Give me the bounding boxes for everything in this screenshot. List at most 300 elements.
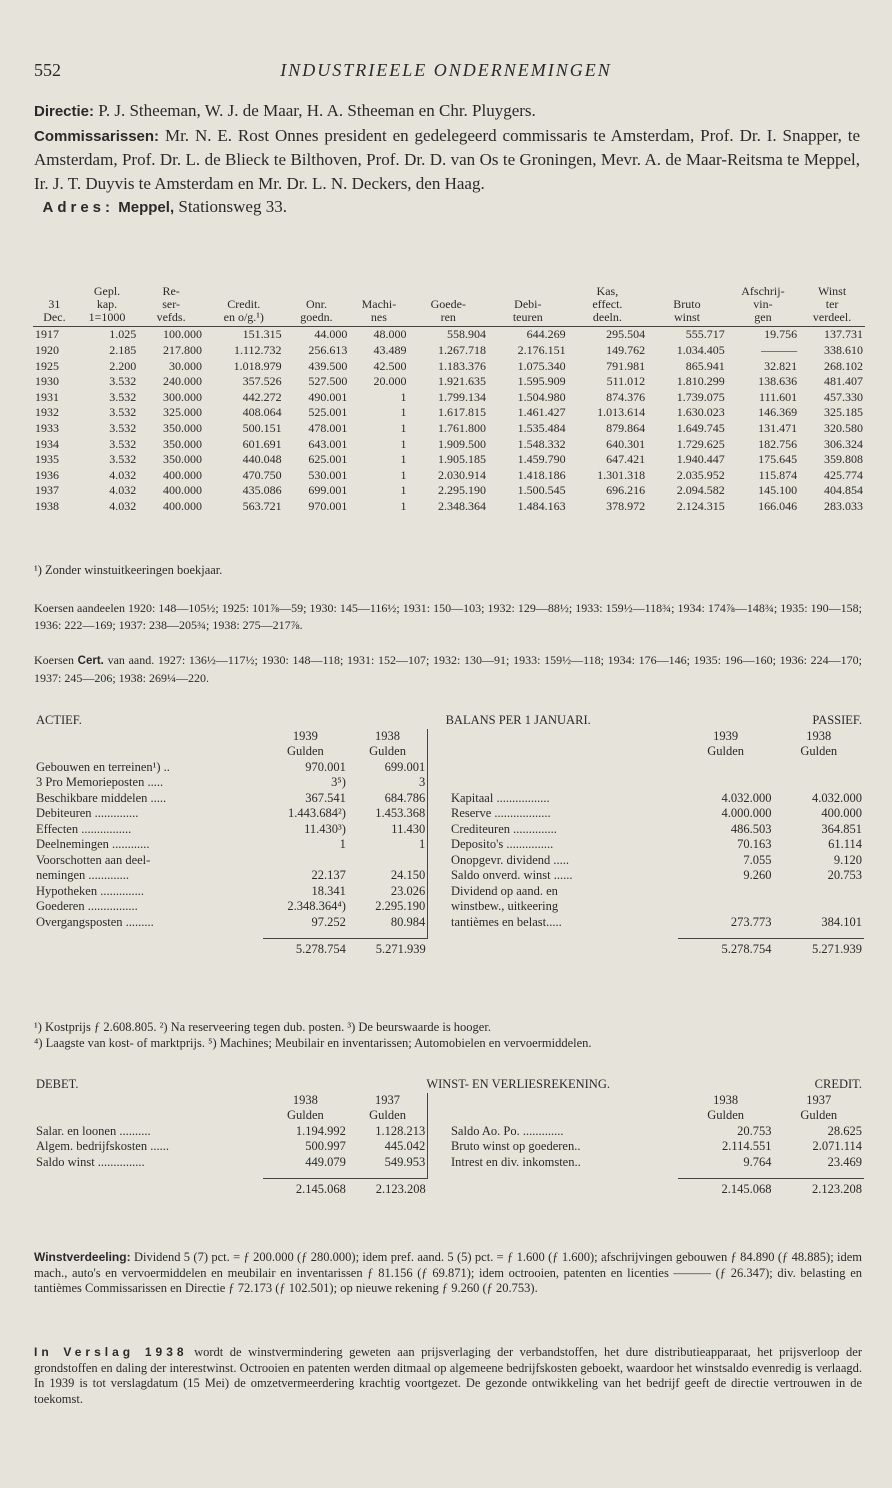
balans-row bbox=[34, 915, 864, 931]
history-year-cell: 1937 bbox=[35, 483, 59, 498]
history-value-cell: 647.421 bbox=[606, 452, 646, 467]
debet-label: Salar. en loonen .......... bbox=[36, 1123, 151, 1138]
history-header-cell: Gepl. bbox=[93, 284, 121, 298]
balans-note: ⁴) Laagste van kost- of marktprijs. ⁵) Machines; Meubilair en inventarissen; Automobielen en vervoermiddelen. bbox=[34, 1035, 592, 1050]
history-header-cell: 1=1000 bbox=[76, 311, 138, 327]
history-value-cell: 4.032 bbox=[109, 498, 137, 513]
actief-value: 1 bbox=[418, 837, 426, 851]
history-value-cell: 30.000 bbox=[169, 358, 202, 373]
verslag-paragraph bbox=[34, 1345, 862, 1407]
passief-value: 4.000.000 bbox=[721, 806, 772, 820]
year-label: 1938 bbox=[375, 728, 401, 743]
history-value-cell: 268.102 bbox=[824, 358, 863, 373]
history-value-cell: 1.075.340 bbox=[517, 358, 566, 373]
history-value-cell: 350.000 bbox=[163, 452, 202, 467]
history-value-cell: 970.001 bbox=[308, 498, 348, 513]
adres-street: Stationsweg 33. bbox=[178, 197, 287, 217]
history-value-cell: 320.580 bbox=[824, 420, 863, 435]
history-value-cell: ——— bbox=[761, 342, 798, 357]
balans-row bbox=[34, 837, 864, 853]
history-value-cell: 400.000 bbox=[163, 467, 202, 482]
history-value-cell: 1 bbox=[400, 452, 407, 467]
commissarissen-text: Mr. N. E. Rost Onnes president en gedelegeerd commissaris te Amsterdam, Prof. Dr. I. Snapper, te Amsterdam, Prof. Dr. L. de Blieck te Bilthoven, Prof. Dr. D. van Os te Groningen, Mevr. A. de Maar-Reitsma te Meppel, Ir. J. T. Duyvis te Amsterdam en Mr. Dr. L. N. Deckers, den Haag. bbox=[34, 125, 860, 193]
balans-notes bbox=[34, 1020, 862, 1051]
actief-label: Beschikbare middelen ..... bbox=[36, 790, 167, 805]
history-value-cell: 306.324 bbox=[824, 436, 863, 451]
passief-value bbox=[774, 899, 864, 915]
winst-title: WINST- EN VERLIESREKENING. bbox=[426, 1077, 610, 1091]
passief-label: winstbew., uitkeering bbox=[450, 899, 559, 913]
unit-label: Gulden bbox=[369, 1108, 406, 1122]
balans-left-title: ACTIEF. bbox=[36, 713, 82, 727]
actief-value: 367.541 bbox=[305, 790, 346, 805]
history-value-cell: 1.595.909 bbox=[517, 374, 566, 389]
history-value-cell: 2.185 bbox=[109, 342, 137, 357]
history-value-cell: 481.407 bbox=[824, 374, 863, 389]
passief-value: 9.260 bbox=[743, 868, 772, 882]
balans-row bbox=[34, 775, 864, 791]
history-value-cell: 1.484.163 bbox=[517, 498, 566, 513]
passief-label: Crediteuren .............. bbox=[450, 821, 557, 836]
total-value: 2.145.068 bbox=[678, 1178, 774, 1197]
unit-label: Gulden bbox=[286, 744, 324, 758]
history-value-cell: 400.000 bbox=[163, 483, 202, 498]
passief-value bbox=[774, 760, 864, 776]
actief-value: 2.348.364⁴) bbox=[287, 899, 346, 913]
history-value-cell: 4.032 bbox=[109, 483, 137, 498]
history-value-cell: 527.500 bbox=[308, 374, 348, 389]
history-row bbox=[33, 452, 865, 468]
passief-value: 7.055 bbox=[743, 852, 772, 867]
actief-value: 3 bbox=[418, 775, 426, 789]
history-value-cell: 1.112.732 bbox=[234, 342, 282, 357]
credit-label: Intrest en div. inkomsten.. bbox=[450, 1154, 581, 1169]
verslag-label: In Verslag 1938 bbox=[34, 1345, 188, 1359]
history-row bbox=[33, 499, 865, 515]
history-value-cell: 149.762 bbox=[606, 342, 646, 357]
history-value-cell: 696.216 bbox=[606, 483, 646, 498]
actief-value: 2.295.190 bbox=[375, 899, 426, 913]
history-value-cell: 283.033 bbox=[824, 498, 863, 513]
history-footnote: ¹) Zonder winstuitkeeringen boekjaar. bbox=[34, 563, 223, 577]
history-header-cell: 31 bbox=[48, 296, 61, 311]
page-number: 552 bbox=[34, 60, 61, 80]
history-value-cell: 151.315 bbox=[242, 327, 282, 342]
history-value-cell: 146.369 bbox=[758, 405, 798, 420]
unit-label: Gulden bbox=[286, 1108, 324, 1122]
year-label: 1938 bbox=[713, 1092, 739, 1107]
history-value-cell: 1.459.790 bbox=[517, 452, 566, 467]
total-value: 2.145.068 bbox=[263, 1178, 348, 1197]
history-value-cell: 137.731 bbox=[824, 327, 863, 342]
total-value: 5.271.939 bbox=[774, 938, 864, 957]
history-value-cell: 1.500.545 bbox=[517, 483, 566, 498]
passief-value bbox=[678, 775, 774, 791]
balans-body bbox=[34, 760, 864, 931]
actief-label: Hypotheken .............. bbox=[36, 883, 144, 898]
history-value-cell: 879.864 bbox=[606, 420, 646, 435]
history-value-cell: 240.000 bbox=[163, 374, 202, 389]
history-value-cell: 325.000 bbox=[163, 405, 202, 420]
adres-paragraph bbox=[34, 195, 860, 220]
history-value-cell: 1.301.318 bbox=[597, 467, 646, 482]
history-value-cell: 2.348.364 bbox=[438, 498, 487, 513]
koersen-cert-text: van aand. 1927: 136½—117½; 1930: 148—118; 1931: 152—107; 1932: 130—91; 1933: 159½—118; 1934: 176—146; 1935: 196—160; 1936: 224—170; 1937: 245—206; 1938: 269¼—220. bbox=[34, 653, 863, 685]
history-value-cell: 357.526 bbox=[242, 374, 282, 389]
history-header-row bbox=[33, 285, 865, 298]
actief-value: 684.786 bbox=[384, 790, 426, 805]
history-header-cell bbox=[647, 285, 727, 298]
history-row bbox=[33, 327, 865, 343]
total-value: 2.123.208 bbox=[774, 1178, 864, 1197]
koersen-cert-label: Cert. bbox=[77, 655, 104, 667]
history-value-cell: 19.756 bbox=[764, 327, 798, 342]
history-header-cell: vefds. bbox=[138, 311, 204, 327]
history-value-cell: 3.532 bbox=[109, 436, 137, 451]
history-value-cell: 555.717 bbox=[685, 327, 725, 342]
history-value-cell: 3.532 bbox=[109, 452, 137, 467]
history-value-cell: 625.001 bbox=[308, 452, 348, 467]
history-year-cell: 1934 bbox=[35, 436, 59, 451]
debet-value: 1.194.992 bbox=[295, 1123, 346, 1138]
year-label: 1939 bbox=[713, 728, 739, 743]
column-divider bbox=[428, 884, 449, 900]
adres-label: Adres: bbox=[42, 199, 115, 217]
history-value-cell: 1 bbox=[400, 483, 407, 498]
balans-row bbox=[34, 791, 864, 807]
history-value-cell: 1 bbox=[400, 389, 407, 404]
debet-value: 1.128.213 bbox=[375, 1123, 426, 1138]
history-header-cell: Kas, bbox=[596, 284, 619, 298]
history-value-cell: 1.183.376 bbox=[438, 358, 487, 373]
history-header-cell: goedn. bbox=[284, 311, 350, 327]
actief-value: 97.252 bbox=[311, 914, 346, 929]
history-header-cell: Onr. bbox=[305, 296, 327, 311]
actief-label: Gebouwen en terreinen¹) .. bbox=[36, 759, 170, 774]
history-value-cell: 42.500 bbox=[373, 358, 407, 373]
history-value-cell: 145.100 bbox=[758, 483, 798, 498]
koersen-aandeelen bbox=[34, 600, 862, 633]
actief-value: 18.341 bbox=[311, 883, 346, 898]
history-value-cell: 1 bbox=[400, 436, 407, 451]
history-value-cell: 865.941 bbox=[685, 358, 725, 373]
balans-row bbox=[34, 853, 864, 869]
history-value-cell: 457.330 bbox=[824, 389, 863, 404]
history-header-cell: Goede- bbox=[430, 296, 466, 311]
history-header-cell: ter bbox=[825, 296, 839, 311]
history-value-cell: 640.301 bbox=[606, 436, 646, 451]
history-value-cell: 1.617.815 bbox=[438, 405, 487, 420]
actief-value: 1 bbox=[339, 837, 346, 851]
passief-value: 70.163 bbox=[737, 837, 772, 851]
history-value-cell: 1 bbox=[400, 498, 407, 513]
history-value-cell: 2.094.582 bbox=[676, 483, 725, 498]
directie-label: Directie: bbox=[34, 103, 95, 120]
history-value-cell: 439.500 bbox=[308, 358, 348, 373]
year-label: 1939 bbox=[292, 728, 318, 743]
passief-value: 61.114 bbox=[828, 837, 862, 851]
history-header-row bbox=[33, 298, 865, 311]
history-value-cell: 182.756 bbox=[758, 436, 798, 451]
passief-value bbox=[774, 775, 864, 791]
credit-value: 2.114.551 bbox=[721, 1139, 772, 1153]
balans-row bbox=[34, 806, 864, 822]
history-value-cell: 115.874 bbox=[758, 467, 798, 482]
winst-body bbox=[34, 1124, 864, 1171]
history-header-cell: Dec. bbox=[33, 311, 76, 327]
history-value-cell: 525.001 bbox=[308, 405, 348, 420]
history-value-cell: 400.000 bbox=[163, 498, 202, 513]
history-value-cell: 404.854 bbox=[824, 483, 863, 498]
directie-text: P. J. Stheeman, W. J. de Maar, H. A. Stheeman en Chr. Pluygers. bbox=[98, 101, 536, 120]
debet-label: Algem. bedrijfskosten ...... bbox=[36, 1139, 169, 1153]
passief-label: Onopgevr. dividend ..... bbox=[450, 852, 570, 867]
history-value-cell: 1.799.134 bbox=[438, 389, 487, 404]
history-value-cell: 44.000 bbox=[314, 327, 348, 342]
history-header-cell: Winst bbox=[817, 284, 847, 298]
history-value-cell: 1.739.075 bbox=[676, 389, 725, 404]
credit-value: 2.071.114 bbox=[812, 1139, 862, 1153]
history-value-cell: 338.610 bbox=[824, 342, 863, 357]
history-value-cell: 558.904 bbox=[447, 327, 487, 342]
history-body bbox=[33, 327, 865, 515]
total-value: 2.123.208 bbox=[348, 1178, 428, 1197]
company-intro bbox=[34, 99, 860, 220]
balans-right-title: PASSIEF. bbox=[812, 713, 862, 727]
actief-value: 11.430³) bbox=[304, 821, 346, 836]
history-value-cell: 1 bbox=[400, 467, 407, 482]
column-divider bbox=[428, 868, 449, 884]
history-value-cell: 1.921.635 bbox=[438, 374, 487, 389]
commissarissen-paragraph bbox=[34, 124, 860, 196]
history-value-cell: 111.601 bbox=[759, 389, 798, 404]
column-divider bbox=[428, 1124, 449, 1140]
history-header-cell: teuren bbox=[488, 311, 568, 327]
history-row bbox=[33, 421, 865, 437]
credit-value: 20.753 bbox=[737, 1123, 772, 1138]
history-header-cell bbox=[33, 285, 76, 298]
unit-label: Gulden bbox=[369, 744, 406, 758]
koersen-cert-paragraph bbox=[34, 652, 862, 686]
history-value-cell: 1.905.185 bbox=[438, 452, 487, 467]
total-value: 5.271.939 bbox=[348, 938, 428, 957]
history-value-cell: 500.151 bbox=[242, 420, 282, 435]
history-value-cell: 350.000 bbox=[163, 436, 202, 451]
history-value-cell: 166.046 bbox=[758, 498, 798, 513]
balans-table bbox=[34, 713, 864, 957]
balans-row bbox=[34, 884, 864, 900]
history-value-cell: 2.176.151 bbox=[517, 342, 566, 357]
history-header-cell: ren bbox=[408, 311, 488, 327]
history-value-cell: 20.000 bbox=[373, 374, 407, 389]
history-value-cell: 440.048 bbox=[242, 452, 282, 467]
actief-value bbox=[263, 853, 348, 869]
history-value-cell: 32.821 bbox=[764, 358, 798, 373]
history-value-cell: 563.721 bbox=[242, 498, 282, 513]
balans-year-row bbox=[34, 729, 864, 745]
history-row bbox=[33, 405, 865, 421]
history-value-cell: 48.000 bbox=[373, 327, 407, 342]
actief-value: 80.984 bbox=[390, 914, 426, 929]
history-value-cell: 1 bbox=[400, 420, 407, 435]
history-value-cell: 1.630.023 bbox=[676, 405, 725, 420]
year-label: 1937 bbox=[375, 1092, 401, 1107]
history-value-cell: 478.001 bbox=[308, 420, 348, 435]
history-value-cell: 530.001 bbox=[308, 467, 348, 482]
history-year-cell: 1925 bbox=[35, 358, 59, 373]
history-value-cell: 3.532 bbox=[109, 405, 137, 420]
history-value-cell: 1.034.405 bbox=[676, 342, 725, 357]
actief-value: 11.430 bbox=[391, 821, 426, 836]
history-value-cell: 2.035.952 bbox=[676, 467, 725, 482]
total-value: 5.278.754 bbox=[263, 938, 348, 957]
winstverdeeling-text-block bbox=[34, 1250, 862, 1297]
balans-row bbox=[34, 822, 864, 838]
passief-label: Saldo onverd. winst ...... bbox=[450, 868, 573, 882]
passief-value: 20.753 bbox=[827, 868, 862, 882]
history-year-cell: 1932 bbox=[35, 405, 59, 420]
history-year-cell: 1936 bbox=[35, 467, 59, 482]
history-value-cell: 1.267.718 bbox=[438, 342, 487, 357]
history-row bbox=[33, 359, 865, 375]
credit-value: 28.625 bbox=[827, 1123, 862, 1138]
total-value: 5.278.754 bbox=[678, 938, 774, 957]
passief-label: Kapitaal ................. bbox=[450, 790, 550, 805]
balans-row bbox=[34, 899, 864, 915]
history-header-cell bbox=[488, 285, 568, 298]
history-value-cell: 1.535.484 bbox=[517, 420, 566, 435]
history-header-cell: deeln. bbox=[568, 311, 648, 327]
history-year-cell: 1920 bbox=[35, 342, 59, 357]
history-header-cell: gen bbox=[727, 311, 799, 327]
debet-value: 549.953 bbox=[384, 1154, 426, 1169]
history-header-cell: Machi- bbox=[361, 296, 397, 311]
history-header-cell: Re- bbox=[162, 284, 180, 298]
history-value-cell: 3.532 bbox=[109, 374, 137, 389]
column-divider bbox=[428, 791, 449, 807]
actief-label: Effecten ................ bbox=[36, 821, 132, 836]
winstverdeeling-label: Winstverdeeling: bbox=[34, 1250, 131, 1264]
balans-row bbox=[34, 868, 864, 884]
history-year-cell: 1917 bbox=[35, 327, 59, 342]
actief-label: Debiteuren .............. bbox=[36, 806, 139, 820]
passief-label bbox=[449, 775, 678, 791]
actief-label: nemingen ............. bbox=[36, 868, 130, 882]
debet-value: 500.997 bbox=[305, 1139, 346, 1153]
actief-value: 24.150 bbox=[390, 868, 426, 882]
history-value-cell: 378.972 bbox=[606, 498, 646, 513]
history-year-cell: 1933 bbox=[35, 420, 59, 435]
history-value-cell: 601.691 bbox=[242, 436, 282, 451]
history-value-cell: 1.418.186 bbox=[517, 467, 566, 482]
history-value-cell: 350.000 bbox=[163, 420, 202, 435]
history-value-cell: 1.548.332 bbox=[517, 436, 566, 451]
credit-value: 9.764 bbox=[743, 1154, 772, 1169]
history-value-cell: 300.000 bbox=[163, 389, 202, 404]
history-header-cell: Credit. bbox=[227, 296, 261, 311]
winst-unit-row bbox=[34, 1108, 864, 1124]
column-divider bbox=[428, 822, 449, 838]
page-header bbox=[34, 60, 858, 86]
commissarissen-label: Commissarissen: bbox=[34, 127, 160, 145]
actief-value: 22.137 bbox=[311, 868, 346, 882]
balans-unit-row bbox=[34, 744, 864, 760]
winst-left-title: DEBET. bbox=[36, 1077, 79, 1091]
koersen-aandeelen-text: Koersen aandeelen 1920: 148—105½; 1925: 101⅞—59; 1930: 145—116½; 1931: 150—103; 1932: 129—88½; 1933: 159½—118¾; 1934: 174⅞—148¾; 1935: 190—158; 1936: 222—169; 1937: 238—205¾; 1938: 275—217⅞. bbox=[34, 601, 862, 632]
history-value-cell: 1.461.427 bbox=[517, 405, 566, 420]
history-row bbox=[33, 343, 865, 359]
history-value-cell: 3.532 bbox=[109, 389, 137, 404]
history-year-cell: 1938 bbox=[35, 498, 59, 513]
adres-city: Meppel, bbox=[118, 199, 175, 217]
year-label: 1938 bbox=[292, 1092, 318, 1107]
history-value-cell: 643.001 bbox=[308, 436, 348, 451]
passief-value: 486.503 bbox=[730, 821, 772, 836]
winstverdeeling-text: Dividend 5 (7) pct. = ƒ 200.000 (ƒ 280.000); idem pref. aand. 5 (5) pct. = ƒ 1.600 (ƒ 1.600); afschrijvingen gebouwen ƒ 84.890 (ƒ 48.885); idem mach., auto's en vervoermiddelen en meubilair en inventarissen ƒ 81.156 (ƒ 69.871); idem octrooien, patenten en licenties ——— (ƒ 26.347); div. belasting en tantièmes Commissarissen en Directie ƒ 72.173 (ƒ 102.501); op nieuwe rekening ƒ 9.260 (ƒ 20.753). bbox=[34, 1250, 863, 1295]
history-header-cell bbox=[408, 285, 488, 298]
passief-value bbox=[678, 899, 774, 915]
history-value-cell: 425.774 bbox=[824, 467, 863, 482]
history-value-cell: 138.636 bbox=[758, 374, 798, 389]
history-value-cell: 470.750 bbox=[242, 467, 282, 482]
history-row bbox=[33, 374, 865, 390]
actief-label: Overgangsposten ......... bbox=[36, 914, 154, 929]
history-row bbox=[33, 437, 865, 453]
koersen-cert-pre: Koersen bbox=[34, 653, 74, 667]
history-value-cell: 1.504.980 bbox=[517, 389, 566, 404]
history-value-cell: 256.613 bbox=[308, 342, 348, 357]
credit-value: 23.469 bbox=[827, 1154, 862, 1169]
history-value-cell: 435.086 bbox=[242, 483, 282, 498]
credit-label: Bruto winst op goederen.. bbox=[450, 1139, 581, 1153]
history-value-cell: 1.909.500 bbox=[438, 436, 487, 451]
history-value-cell: 408.064 bbox=[242, 405, 282, 420]
actief-value: 1.453.368 bbox=[375, 806, 426, 820]
passief-label: Deposito's ............... bbox=[450, 837, 554, 851]
history-value-cell: 1 bbox=[400, 405, 407, 420]
history-header-cell bbox=[284, 285, 350, 298]
winst-title-row bbox=[34, 1077, 864, 1093]
history-header-cell: Afschrij- bbox=[741, 284, 785, 298]
directie-paragraph bbox=[34, 99, 860, 124]
history-value-cell: 1.018.979 bbox=[233, 358, 282, 373]
unit-label: Gulden bbox=[800, 1108, 838, 1122]
actief-label: Goederen ................ bbox=[36, 899, 138, 913]
debet-value: 445.042 bbox=[384, 1139, 426, 1153]
passief-label bbox=[449, 760, 678, 776]
history-value-cell: 644.269 bbox=[526, 327, 566, 342]
history-value-cell: 1.013.614 bbox=[597, 405, 646, 420]
winst-total-row bbox=[34, 1178, 864, 1197]
unit-label: Gulden bbox=[800, 744, 838, 758]
actief-value bbox=[348, 853, 428, 869]
history-header-cell: effect. bbox=[592, 296, 623, 311]
history-value-cell: 1.025 bbox=[109, 327, 137, 342]
history-header-cell bbox=[349, 285, 408, 298]
history-header-cell: kap. bbox=[96, 296, 118, 311]
running-title: INDUSTRIEELE ONDERNEMINGEN bbox=[280, 60, 612, 80]
koersen-cert bbox=[34, 652, 862, 686]
history-value-cell: 217.800 bbox=[163, 342, 202, 357]
debet-label: Saldo winst ............... bbox=[36, 1154, 145, 1169]
actief-label: 3 Pro Memorieposten ..... bbox=[36, 775, 164, 789]
history-value-cell: 490.001 bbox=[308, 389, 348, 404]
history-header-cell: Debi- bbox=[514, 296, 542, 311]
unit-label: Gulden bbox=[707, 1108, 745, 1122]
column-divider bbox=[428, 806, 449, 822]
passief-value: 9.120 bbox=[833, 852, 862, 867]
passief-value bbox=[774, 884, 864, 900]
